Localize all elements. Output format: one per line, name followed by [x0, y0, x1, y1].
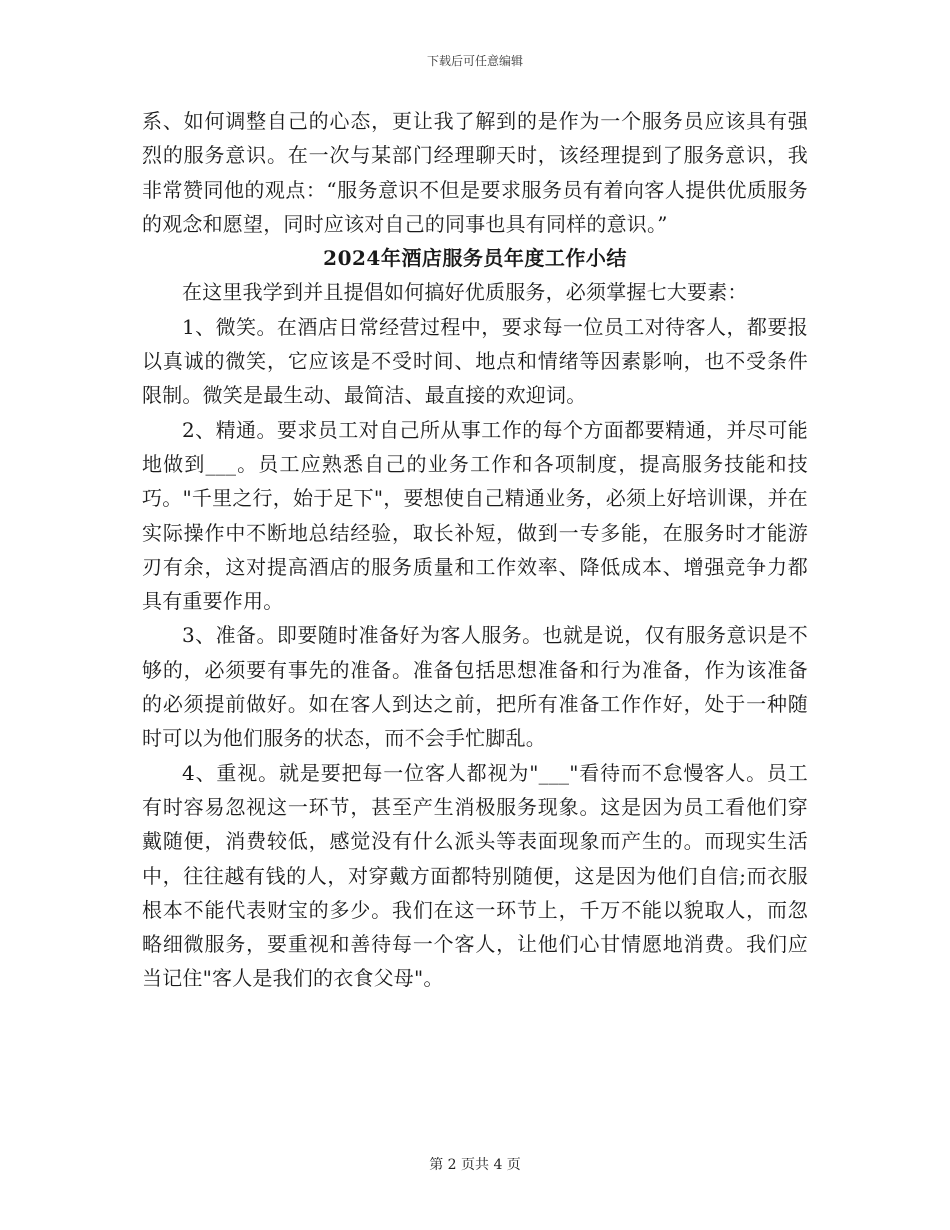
intro-paragraph: 在这里我学到并且提倡如何搞好优质服务，必须掌握七大要素：	[182, 280, 748, 305]
page-footer: 第 2 页共 4 页	[429, 1157, 521, 1173]
paragraph-preparation: 3、准备。即要随时准备好为客人服务。也就是说，仅有服务意识是不够的，必须要有事先的准备。准备包括思想准备和行为准备，作为该准备的必须提前做好。如在客人到达之前，把所有准备工作作好，处于一种随时可以为他们服务的状态，而不会手忙脚乱。	[142, 623, 808, 751]
paragraph-attention: 4、重视。就是要把每一位客人都视为"___"看待而不怠慢客人。员工有时容易忽视这一环节，甚至产生消极服务现象。这是因为员工看他们穿戴随便，消费较低，感觉没有什么派头等表面现象而产生的。而现实生活中，往往越有钱的人，对穿戴方面都特别随便，这是因为他们自信;而衣服根本不能代表财宝的多少。我们在这一环节上，千万不能以貌取人，而忽略细微服务，要重视和善待每一个客人，让他们心甘情愿地消费。我们应当记住"客人是我们的衣食父母"。	[142, 760, 808, 991]
paragraph-smile: 1、微笑。在酒店日常经营过程中，要求每一位员工对待客人，都要报以真诚的微笑，它应该是不受时间、地点和情绪等因素影响，也不受条件限制。微笑是最生动、最简洁、最直接的欢迎词。	[142, 314, 808, 408]
page-header: 下载后可任意编辑	[426, 54, 523, 68]
paragraph-proficiency: 2、精通。要求员工对自己所从事工作的每个方面都要精通，并尽可能地做到___。员工应熟悉自己的业务工作和各项制度，提高服务技能和技巧。"千里之行，始于足下"，要想使自己精通业务，必须上好培训课，并在实际操作中不断地总结经验，取长补短，做到一专多能，在服务时才能游刃有余，这对提高酒店的服务质量和工作效率、降低成本、增强竞争力都具有重要作用。	[142, 417, 808, 614]
document-body	[142, 104, 808, 996]
continuation-paragraph: 系、如何调整自己的心态，更让我了解到的是作为一个服务员应该具有强烈的服务意识。在一次与某部门经理聊天时，该经理提到了服务意识，我非常赞同他的观点：“服务意识不但是要求服务员有着向客人提供优质服务的观念和愿望，同时应该对自己的同事也具有同样的意识。”	[142, 109, 808, 236]
section-title: 2024年酒店服务员年度工作小结	[323, 246, 627, 271]
